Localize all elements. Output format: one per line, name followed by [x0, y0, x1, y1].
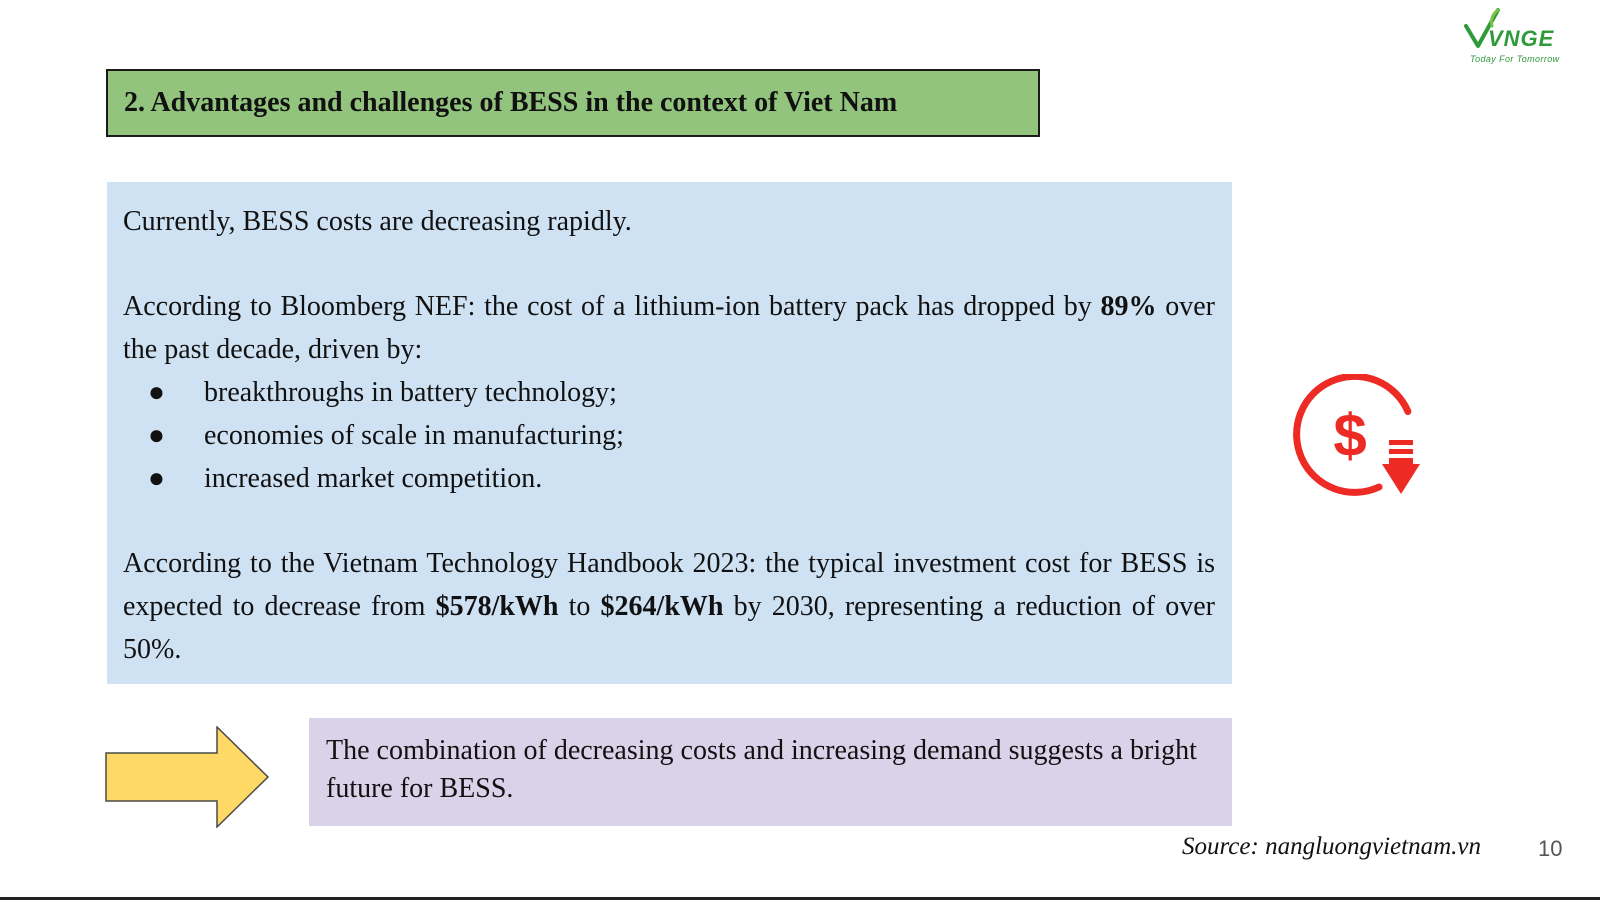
intro-text: Currently, BESS costs are decreasing rapidly. [123, 206, 632, 237]
title-box [106, 69, 1040, 137]
right-arrow-icon [105, 726, 270, 828]
handbook-value-to: $264/kWh [600, 591, 724, 622]
bloomberg-prefix: According to Bloomberg NEF: the cost of a lithium-ion battery pack has dropped by [123, 291, 1101, 322]
dollar-decrease-icon [1288, 374, 1434, 502]
bloomberg-suffix: over the past decade, driven by: [123, 291, 1215, 365]
bullet-icon: ● [148, 420, 165, 451]
svg-text:$: $ [1333, 402, 1367, 469]
handbook-suffix: by 2030, representing a reduction of over 50%. [123, 591, 1215, 665]
list-item-text: increased market competition. [204, 463, 543, 494]
list-item [123, 371, 1215, 414]
conclusion-box [309, 718, 1232, 826]
list-item [123, 457, 1215, 500]
handbook-paragraph [123, 542, 1215, 671]
spacer [123, 500, 1215, 542]
bullet-icon: ● [148, 463, 165, 494]
list-item [123, 414, 1215, 457]
bullet-icon: ● [148, 377, 165, 408]
source-citation: Source: nangluongvietnam.vn [1182, 833, 1481, 860]
bloomberg-paragraph [123, 285, 1215, 371]
logo-brand: VNGE [1488, 26, 1555, 51]
driver-list [123, 371, 1215, 500]
logo-tagline: Today For Tomorrow [1470, 54, 1560, 64]
list-item-text: economies of scale in manufacturing; [204, 420, 624, 451]
page-number: 10 [1538, 836, 1563, 861]
handbook-prefix: According to the Vietnam Technology Handbook 2023: the typical investment cost for BESS is expected to decrease from [123, 548, 1215, 622]
conclusion-text: The combination of decreasing costs and increasing demand suggests a bright future for BESS. [326, 735, 1197, 804]
content-box [107, 182, 1232, 684]
spacer [123, 243, 1215, 285]
bloomberg-highlight: 89% [1100, 291, 1157, 322]
handbook-middle: to [558, 591, 601, 622]
slide-title: 2. Advantages and challenges of BESS in the context of Viet Nam [124, 87, 898, 118]
list-item-text: breakthroughs in battery technology; [204, 377, 617, 408]
handbook-value-from: $578/kWh [435, 591, 559, 622]
